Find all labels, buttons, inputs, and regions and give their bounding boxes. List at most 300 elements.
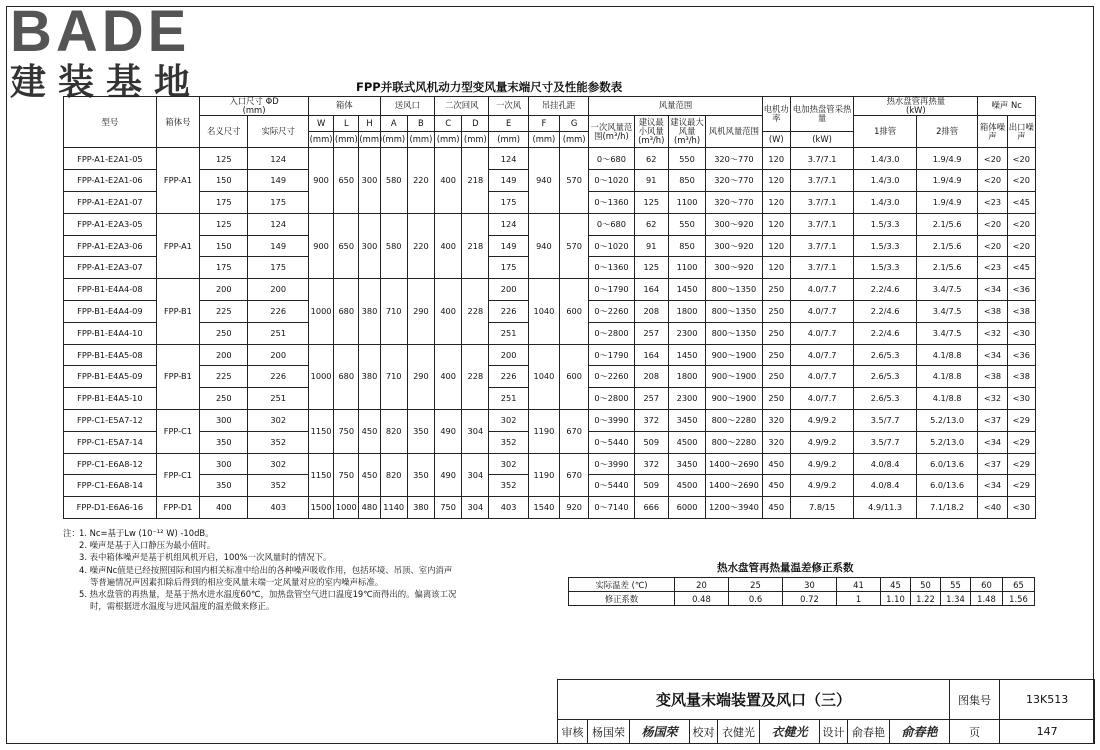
cell-r2: 3.4/7.5	[916, 322, 978, 344]
col-L: L	[334, 115, 359, 131]
correction-factor: 1.34	[941, 592, 971, 606]
cell-r2: 4.1/8.8	[916, 388, 978, 410]
cell-act: 149	[248, 170, 309, 192]
hotwater-label: 热水盘管再热量	[886, 96, 946, 106]
correction-temp: 45	[881, 578, 911, 592]
cell-max: 850	[668, 170, 705, 192]
note-line	[63, 551, 583, 563]
cell-box: FPP-A1	[156, 213, 199, 278]
unit-W: (mm)	[308, 132, 333, 148]
correction-factor: 1.56	[1003, 592, 1035, 606]
cell-r2: 3.4/7.5	[916, 300, 978, 322]
cell-fan: 320～770	[706, 192, 762, 214]
cell-F: 1190	[528, 409, 559, 453]
cell-min: 62	[634, 213, 668, 235]
cell-n2: <20	[1007, 235, 1035, 257]
col-model: 型号	[64, 97, 157, 148]
cell-E: 302	[489, 409, 528, 431]
note-line	[63, 600, 583, 612]
col-C: C	[435, 115, 462, 131]
unit-A: (mm)	[380, 132, 407, 148]
cell-act: 251	[248, 322, 309, 344]
cell-G: 920	[560, 497, 589, 519]
cell-heat: 3.7/7.1	[790, 148, 854, 170]
logo-brand: BADE	[10, 0, 191, 64]
cell-r1: 4.0/8.4	[854, 475, 917, 497]
inlet-unit: (mm)	[242, 104, 266, 115]
cell-range: 0～7140	[589, 497, 634, 519]
cell-C: 490	[435, 409, 462, 453]
cell-min: 208	[634, 366, 668, 388]
col-E: E	[489, 115, 528, 131]
correction-table	[568, 577, 1035, 606]
cell-nom: 175	[200, 257, 248, 279]
cell-nom: 175	[200, 192, 248, 214]
correction-temp: 20	[675, 578, 729, 592]
cell-r1: 2.6/5.3	[854, 366, 917, 388]
cell-D: 228	[462, 344, 489, 409]
cell-L: 680	[334, 344, 359, 409]
cell-r2: 4.1/8.8	[916, 344, 978, 366]
cell-heat: 7.8/15	[790, 497, 854, 519]
cell-E: 200	[489, 279, 528, 301]
cell-heat: 4.0/7.7	[790, 366, 854, 388]
unit-heater: (kW)	[790, 132, 854, 148]
table-row	[64, 148, 1036, 170]
cell-min: 164	[634, 344, 668, 366]
cell-nom: 300	[200, 453, 248, 475]
page-label: 页	[950, 720, 1000, 744]
correction-temp: 65	[1003, 578, 1035, 592]
cell-power: 450	[762, 497, 790, 519]
cell-heat: 4.0/7.7	[790, 344, 854, 366]
col-H: H	[359, 115, 380, 131]
col-motor: 电机功率	[762, 97, 790, 132]
correction-temp: 50	[911, 578, 941, 592]
cell-n2: <20	[1007, 148, 1035, 170]
drawing-title: 变风量末端装置及风口（三）	[558, 680, 950, 720]
cell-heat: 4.9/9.2	[790, 431, 854, 453]
cell-n1: <32	[978, 388, 1007, 410]
cell-range: 0～5440	[589, 475, 634, 497]
cell-G: 570	[560, 213, 589, 278]
cell-E: 149	[489, 170, 528, 192]
cell-L: 1000	[334, 497, 359, 519]
cell-A: 710	[380, 279, 407, 344]
col-outlet-noise: 出口噪声	[1007, 115, 1035, 148]
cell-min: 125	[634, 257, 668, 279]
table-row	[64, 213, 1036, 235]
cell-r1: 4.0/8.4	[854, 453, 917, 475]
col-fan-range: 风机风量范围	[706, 115, 762, 148]
cell-n1: <32	[978, 322, 1007, 344]
cell-act: 352	[248, 475, 309, 497]
review-label: 审核	[558, 720, 588, 744]
proofer-name: 衣健光	[718, 720, 760, 744]
col-primary-range: 一次风量范围(m³/h)	[589, 115, 634, 148]
cell-max: 1450	[668, 344, 705, 366]
cell-power: 250	[762, 322, 790, 344]
cell-act: 149	[248, 235, 309, 257]
cell-A: 820	[380, 409, 407, 453]
note-line	[63, 539, 583, 551]
cell-model: FPP-A1-E2A1-05	[64, 148, 157, 170]
cell-A: 580	[380, 148, 407, 213]
cell-fan: 300～920	[706, 213, 762, 235]
note-text: 3. 表中箱体噪声是基于机组风机开启，100%一次风量时的情况下。	[79, 552, 332, 563]
cell-r1: 1.4/3.0	[854, 192, 917, 214]
cell-power: 120	[762, 235, 790, 257]
cell-D: 304	[462, 497, 489, 519]
correction-temp: 60	[971, 578, 1003, 592]
cell-min: 509	[634, 475, 668, 497]
parameter-table	[63, 96, 1036, 519]
cell-range: 0～3990	[589, 453, 634, 475]
cell-E: 175	[489, 257, 528, 279]
atlas-label: 图集号	[950, 680, 1000, 720]
cell-power: 120	[762, 192, 790, 214]
cell-r2: 1.9/4.9	[916, 170, 978, 192]
cell-act: 226	[248, 366, 309, 388]
cell-range: 0～680	[589, 213, 634, 235]
cell-r2: 2.1/5.6	[916, 235, 978, 257]
cell-B: 290	[407, 279, 434, 344]
cell-n1: <38	[978, 300, 1007, 322]
cell-max: 1100	[668, 257, 705, 279]
cell-E: 149	[489, 235, 528, 257]
logo-subtitle: 建装基地	[10, 61, 203, 103]
cell-r1: 2.6/5.3	[854, 344, 917, 366]
correction-temp-label: 实际温差 (℃)	[569, 578, 675, 592]
cell-r1: 1.5/3.3	[854, 213, 917, 235]
cell-model: FPP-A1-E2A3-07	[64, 257, 157, 279]
cell-heat: 4.0/7.7	[790, 322, 854, 344]
cell-min: 164	[634, 279, 668, 301]
cell-heat: 4.9/9.2	[790, 409, 854, 431]
cell-C: 400	[435, 148, 462, 213]
cell-act: 175	[248, 192, 309, 214]
col-primary: 一次风	[489, 97, 528, 116]
cell-H: 380	[359, 279, 380, 344]
cell-act: 200	[248, 344, 309, 366]
cell-model: FPP-C1-E5A7-12	[64, 409, 157, 431]
cell-n2: <30	[1007, 322, 1035, 344]
cell-r1: 1.4/3.0	[854, 170, 917, 192]
col-heater: 电加热盘管采热量	[790, 97, 854, 132]
cell-act: 251	[248, 388, 309, 410]
cell-r1: 1.4/3.0	[854, 148, 917, 170]
cell-G: 600	[560, 344, 589, 409]
col-noise: 噪声 Nc	[978, 97, 1036, 116]
cell-F: 1040	[528, 344, 559, 409]
col-hang: 吊挂孔距	[528, 97, 588, 116]
cell-nom: 125	[200, 148, 248, 170]
note-text: 时，需根据进水温度与进风温度的温差做来修正。	[90, 601, 275, 612]
cell-W: 1000	[308, 279, 333, 344]
cell-range: 0～2260	[589, 300, 634, 322]
unit-D: (mm)	[462, 132, 489, 148]
cell-n1: <23	[978, 257, 1007, 279]
cell-n1: <37	[978, 453, 1007, 475]
cell-max: 1800	[668, 366, 705, 388]
cell-n1: <20	[978, 170, 1007, 192]
correction-factor: 0.6	[729, 592, 783, 606]
cell-act: 200	[248, 279, 309, 301]
cell-power: 320	[762, 409, 790, 431]
cell-r2: 5.2/13.0	[916, 409, 978, 431]
correction-factor: 1.48	[971, 592, 1003, 606]
cell-B: 350	[407, 453, 434, 497]
cell-B: 380	[407, 497, 434, 519]
cell-min: 62	[634, 148, 668, 170]
cell-model: FPP-C1-E6A8-14	[64, 475, 157, 497]
cell-L: 680	[334, 279, 359, 344]
cell-min: 91	[634, 170, 668, 192]
note-line	[63, 576, 583, 588]
proofer-signature: 衣健光	[760, 720, 820, 744]
table-row	[64, 497, 1036, 519]
cell-max: 3450	[668, 409, 705, 431]
cell-r1: 2.2/4.6	[854, 300, 917, 322]
cell-r2: 2.1/5.6	[916, 213, 978, 235]
col-G: G	[560, 115, 589, 131]
page-number: 147	[1000, 720, 1095, 744]
correction-temp: 55	[941, 578, 971, 592]
cell-E: 226	[489, 300, 528, 322]
cell-max: 2300	[668, 322, 705, 344]
col-D: D	[462, 115, 489, 131]
cell-heat: 3.7/7.1	[790, 235, 854, 257]
cell-nom: 225	[200, 366, 248, 388]
unit-B: (mm)	[407, 132, 434, 148]
cell-n2: <36	[1007, 344, 1035, 366]
cell-n2: <30	[1007, 388, 1035, 410]
cell-n1: <20	[978, 235, 1007, 257]
cell-r2: 4.1/8.8	[916, 366, 978, 388]
cell-B: 290	[407, 344, 434, 409]
cell-G: 670	[560, 453, 589, 497]
cell-H: 450	[359, 453, 380, 497]
cell-fan: 1400～2690	[706, 475, 762, 497]
cell-D: 218	[462, 148, 489, 213]
col-max-airflow: 建议最大风量(m³/h)	[668, 115, 705, 148]
cell-model: FPP-A1-E2A3-05	[64, 213, 157, 235]
cell-act: 302	[248, 409, 309, 431]
cell-r2: 1.9/4.9	[916, 148, 978, 170]
cell-model: FPP-C1-E6A8-12	[64, 453, 157, 475]
cell-n1: <34	[978, 344, 1007, 366]
cell-min: 372	[634, 409, 668, 431]
cell-heat: 4.0/7.7	[790, 300, 854, 322]
cell-range: 0～2800	[589, 388, 634, 410]
note-line	[63, 588, 583, 600]
cell-range: 0～1790	[589, 279, 634, 301]
unit-G: (mm)	[560, 132, 589, 148]
cell-range: 0～1790	[589, 344, 634, 366]
unit-motor: (W)	[762, 132, 790, 148]
cell-G: 600	[560, 279, 589, 344]
col-F: F	[528, 115, 559, 131]
cell-B: 350	[407, 409, 434, 453]
col-casing: 箱体	[308, 97, 380, 116]
col-row1: 1排管	[854, 115, 917, 148]
cell-fan: 1200～3940	[706, 497, 762, 519]
cell-r1: 2.6/5.3	[854, 388, 917, 410]
unit-H: (mm)	[359, 132, 380, 148]
cell-nom: 150	[200, 170, 248, 192]
cell-box: FPP-C1	[156, 453, 199, 497]
cell-power: 450	[762, 475, 790, 497]
cell-heat: 3.7/7.1	[790, 213, 854, 235]
cell-F: 1540	[528, 497, 559, 519]
logo	[4, 2, 219, 102]
cell-A: 580	[380, 213, 407, 278]
cell-fan: 800～2280	[706, 431, 762, 453]
cell-model: FPP-A1-E2A3-06	[64, 235, 157, 257]
cell-power: 320	[762, 431, 790, 453]
cell-fan: 800～1350	[706, 322, 762, 344]
cell-power: 450	[762, 453, 790, 475]
cell-max: 6000	[668, 497, 705, 519]
cell-power: 120	[762, 257, 790, 279]
cell-min: 208	[634, 300, 668, 322]
cell-nom: 300	[200, 409, 248, 431]
cell-r1: 2.2/4.6	[854, 279, 917, 301]
cell-n1: <38	[978, 366, 1007, 388]
table-row	[64, 279, 1036, 301]
cell-max: 2300	[668, 388, 705, 410]
cell-B: 220	[407, 148, 434, 213]
cell-power: 250	[762, 279, 790, 301]
cell-fan: 800～2280	[706, 409, 762, 431]
cell-r1: 4.9/11.3	[854, 497, 917, 519]
cell-model: FPP-C1-E5A7-14	[64, 431, 157, 453]
correction-factor-row	[569, 592, 1035, 606]
cell-power: 120	[762, 148, 790, 170]
cell-max: 550	[668, 213, 705, 235]
cell-nom: 200	[200, 344, 248, 366]
cell-A: 820	[380, 453, 407, 497]
cell-n2: <38	[1007, 366, 1035, 388]
cell-E: 175	[489, 192, 528, 214]
cell-n1: <34	[978, 279, 1007, 301]
col-row2: 2排管	[916, 115, 978, 148]
inlet-label: 入口尺寸 ΦD	[229, 96, 279, 106]
cell-act: 403	[248, 497, 309, 519]
cell-r1: 3.5/7.7	[854, 431, 917, 453]
correction-temp: 30	[783, 578, 837, 592]
cell-W: 1000	[308, 344, 333, 409]
cell-model: FPP-B1-E4A5-08	[64, 344, 157, 366]
cell-n2: <29	[1007, 453, 1035, 475]
cell-n2: <45	[1007, 257, 1035, 279]
cell-fan: 300～920	[706, 257, 762, 279]
note-text: 5. 热水盘管的再热量，是基于热水进水温度60℃，加热盘管空气进口温度19℃而得出的。偏离该工况	[79, 589, 457, 600]
table-title: FPP并联式风机动力型变风量末端尺寸及性能参数表	[356, 80, 623, 94]
cell-C: 400	[435, 279, 462, 344]
note-text: 1. Nc=基于Lw (10⁻¹² W) -10dB。	[79, 528, 214, 538]
cell-range: 0～2260	[589, 366, 634, 388]
cell-A: 1140	[380, 497, 407, 519]
correction-factor: 0.72	[783, 592, 837, 606]
col-A: A	[380, 115, 407, 131]
cell-heat: 3.7/7.1	[790, 257, 854, 279]
unit-C: (mm)	[435, 132, 462, 148]
cell-D: 304	[462, 453, 489, 497]
cell-E: 251	[489, 322, 528, 344]
cell-F: 940	[528, 148, 559, 213]
cell-E: 302	[489, 453, 528, 475]
note-line	[63, 527, 583, 539]
correction-factor: 1.22	[911, 592, 941, 606]
table-row	[64, 344, 1036, 366]
col-W: W	[308, 115, 333, 131]
col-hotwater	[854, 97, 978, 116]
col-inlet	[200, 97, 309, 116]
cell-fan: 320～770	[706, 148, 762, 170]
cell-W: 1150	[308, 409, 333, 453]
cell-min: 257	[634, 322, 668, 344]
cell-min: 257	[634, 388, 668, 410]
cell-act: 352	[248, 431, 309, 453]
correction-factor: 0.48	[675, 592, 729, 606]
cell-fan: 900～1900	[706, 388, 762, 410]
cell-fan: 900～1900	[706, 344, 762, 366]
cell-L: 750	[334, 409, 359, 453]
cell-heat: 4.0/7.7	[790, 388, 854, 410]
cell-r2: 3.4/7.5	[916, 279, 978, 301]
cell-nom: 350	[200, 431, 248, 453]
cell-r2: 6.0/13.6	[916, 453, 978, 475]
cell-r1: 2.2/4.6	[854, 322, 917, 344]
cell-H: 450	[359, 409, 380, 453]
cell-n1: <37	[978, 409, 1007, 431]
cell-r2: 6.0/13.6	[916, 475, 978, 497]
col-actual: 实际尺寸	[248, 115, 309, 148]
cell-nom: 350	[200, 475, 248, 497]
cell-max: 1100	[668, 192, 705, 214]
cell-r2: 1.9/4.9	[916, 192, 978, 214]
cell-fan: 800～1350	[706, 279, 762, 301]
cell-model: FPP-A1-E2A1-06	[64, 170, 157, 192]
cell-r2: 2.1/5.6	[916, 257, 978, 279]
cell-E: 124	[489, 148, 528, 170]
hotwater-unit: (kW)	[906, 104, 926, 115]
cell-act: 175	[248, 257, 309, 279]
cell-H: 300	[359, 148, 380, 213]
cell-W: 1500	[308, 497, 333, 519]
title-block	[557, 679, 1095, 744]
cell-E: 226	[489, 366, 528, 388]
cell-power: 250	[762, 366, 790, 388]
cell-L: 650	[334, 148, 359, 213]
cell-W: 900	[308, 213, 333, 278]
cell-range: 0～1020	[589, 170, 634, 192]
cell-heat: 4.9/9.2	[790, 453, 854, 475]
cell-r2: 5.2/13.0	[916, 431, 978, 453]
correction-title: 热水盘管再热量温差修正系数	[717, 562, 854, 574]
cell-n2: <20	[1007, 170, 1035, 192]
cell-max: 1800	[668, 300, 705, 322]
cell-min: 372	[634, 453, 668, 475]
cell-r1: 1.5/3.3	[854, 257, 917, 279]
cell-nom: 150	[200, 235, 248, 257]
col-nominal: 名义尺寸	[200, 115, 248, 148]
correction-temp: 25	[729, 578, 783, 592]
cell-range: 0～5440	[589, 431, 634, 453]
cell-D: 218	[462, 213, 489, 278]
cell-model: FPP-B1-E4A4-08	[64, 279, 157, 301]
